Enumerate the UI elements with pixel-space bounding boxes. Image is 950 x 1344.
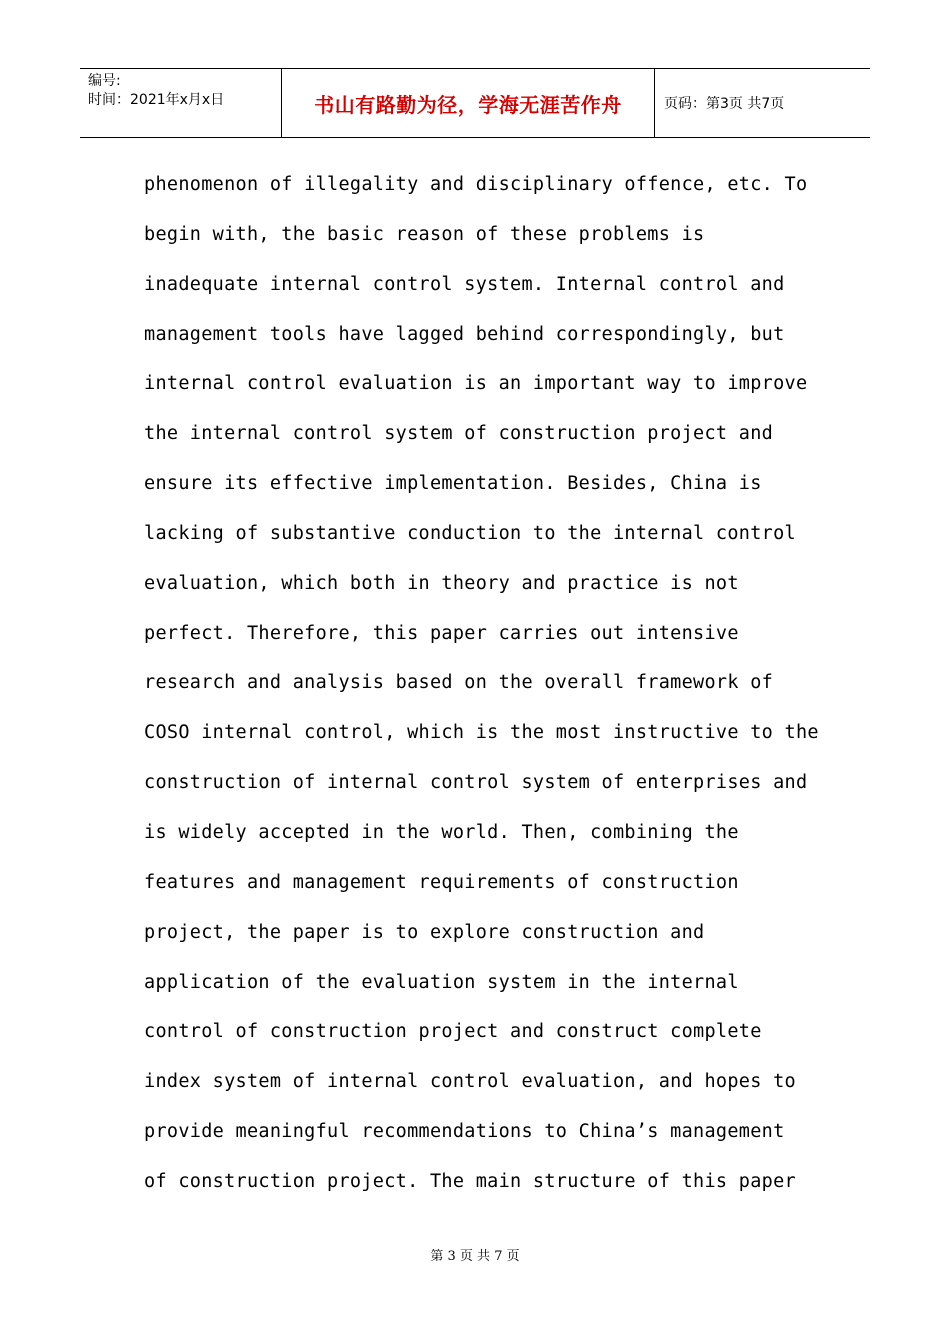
body-line: project, the paper is to explore construction and xyxy=(144,921,705,943)
body-line: control of construction project and construct complete xyxy=(144,1021,762,1043)
body-line: index system of internal control evaluation, and hopes to xyxy=(144,1071,796,1093)
body-line: phenomenon of illegality and disciplinary offence, etc. To xyxy=(144,174,808,195)
document-body xyxy=(144,160,834,1207)
date-label: 时间：2021年x月x日 xyxy=(88,92,225,108)
body-line: of construction project. The main structure of this paper xyxy=(144,1170,796,1192)
header-meta xyxy=(88,72,224,110)
body-line: features and management requirements of construction xyxy=(144,871,739,893)
body-line: internal control evaluation is an important way to improve xyxy=(144,373,808,395)
header-divider-right xyxy=(654,69,655,137)
body-line: begin with, the basic reason of these problems is xyxy=(144,223,705,245)
header-page-info: 页码：第3页 共7页 xyxy=(664,96,785,112)
page-footer: 第 3 页 共 7 页 xyxy=(430,1249,520,1264)
body-line: inadequate internal control system. Internal control and xyxy=(144,273,785,295)
body-line: construction of internal control system of enterprises and xyxy=(144,772,808,794)
body-line: perfect. Therefore, this paper carries out intensive xyxy=(144,622,739,644)
page-header xyxy=(80,68,870,138)
body-line: ensure its effective implementation. Besides, China is xyxy=(144,473,762,495)
body-line: the internal control system of construction project and xyxy=(144,423,774,445)
body-line: provide meaningful recommendations to China’s management xyxy=(144,1121,785,1143)
body-line: management tools have lagged behind correspondingly, but xyxy=(144,323,785,345)
body-line: is widely accepted in the world. Then, combining the xyxy=(144,821,739,843)
body-line: lacking of substantive conduction to the internal control xyxy=(144,522,796,544)
header-motto: 书山有路勤为径，学海无涯苦作舟 xyxy=(314,92,622,117)
serial-label: 编号: xyxy=(88,73,121,89)
body-line: application of the evaluation system in the internal xyxy=(144,971,739,993)
body-line: research and analysis based on the overall framework of xyxy=(144,672,774,694)
body-line: COSO internal control, which is the most instructive to the xyxy=(144,722,819,744)
body-line: evaluation, which both in theory and practice is not xyxy=(144,572,739,594)
